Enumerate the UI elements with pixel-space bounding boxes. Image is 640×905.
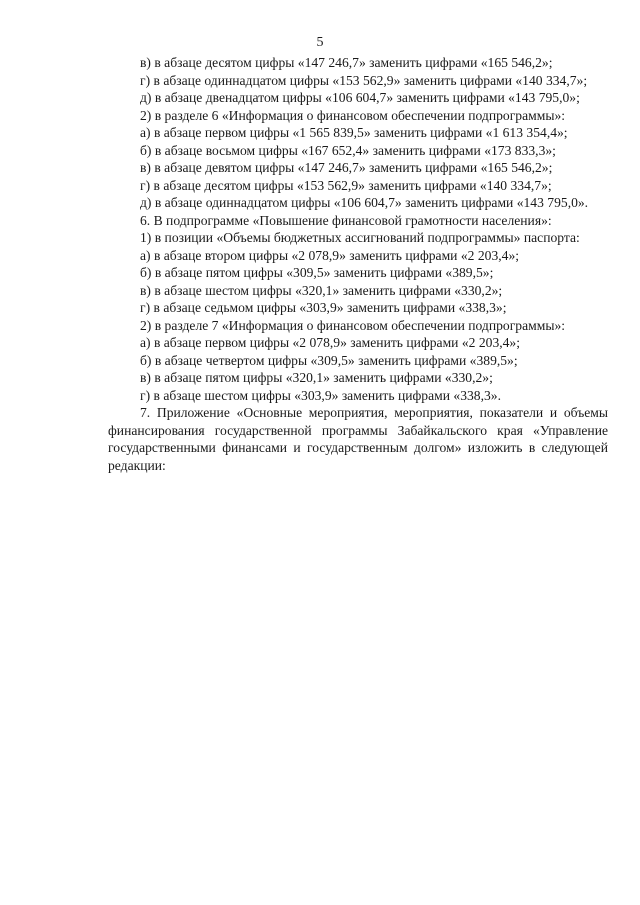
- page-number: 5: [316, 35, 324, 50]
- paragraph: б) в абзаце восьмом цифры «167 652,4» заменить цифрами «173 833,3»;: [140, 142, 556, 158]
- paragraph: г) в абзаце седьмом цифры «303,9» заменить цифрами «338,3»;: [140, 300, 507, 315]
- paragraph: г) в абзаце одиннадцатом цифры «153 562,9» заменить цифрами «140 334,7»;: [140, 72, 588, 88]
- paragraph: д) в абзаце двенадцатом цифры «106 604,7» заменить цифрами «143 795,0»;: [140, 90, 580, 105]
- paragraph: д) в абзаце одиннадцатом цифры «106 604,7» заменить цифрами «143 795,0».: [140, 195, 589, 210]
- paragraph: г) в абзаце шестом цифры «303,9» заменить цифрами «338,3».: [140, 387, 501, 403]
- paragraph: в) в абзаце шестом цифры «320,1» заменить цифрами «330,2»;: [140, 282, 503, 298]
- paragraph: 7. Приложение «Основные мероприятия, мероприятия, показатели и объемы финансирования государственной программы Забайкальского края «Управление государственными финансами и государственным долгом» изложить в следующей редакции:: [108, 405, 608, 473]
- paragraph: в) в абзаце десятом цифры «147 246,7» заменить цифрами «165 546,2»;: [140, 55, 553, 70]
- paragraph: 1) в позиции «Объемы бюджетных ассигнований подпрограммы» паспорта:: [140, 230, 580, 245]
- paragraph: 2) в разделе 7 «Информация о финансовом обеспечении подпрограммы»:: [140, 317, 566, 333]
- paragraph: а) в абзаце втором цифры «2 078,9» заменить цифрами «2 203,4»;: [140, 247, 520, 263]
- document-body: [108, 54, 608, 474]
- paragraph: в) в абзаце пятом цифры «320,1» заменить цифрами «330,2»;: [140, 370, 493, 385]
- paragraph: б) в абзаце четвертом цифры «309,5» заменить цифрами «389,5»;: [140, 352, 518, 368]
- paragraph: 6. В подпрограмме «Повышение финансовой грамотности населения»:: [140, 212, 552, 228]
- paragraph: а) в абзаце первом цифры «1 565 839,5» заменить цифрами «1 613 354,4»;: [140, 125, 568, 140]
- paragraph: б) в абзаце пятом цифры «309,5» заменить цифрами «389,5»;: [140, 265, 494, 280]
- paragraph: г) в абзаце десятом цифры «153 562,9» заменить цифрами «140 334,7»;: [140, 177, 552, 193]
- paragraph: в) в абзаце девятом цифры «147 246,7» заменить цифрами «165 546,2»;: [140, 160, 553, 175]
- paragraph: а) в абзаце первом цифры «2 078,9» заменить цифрами «2 203,4»;: [140, 335, 521, 350]
- paragraph: 2) в разделе 6 «Информация о финансовом обеспечении подпрограммы»:: [140, 107, 566, 123]
